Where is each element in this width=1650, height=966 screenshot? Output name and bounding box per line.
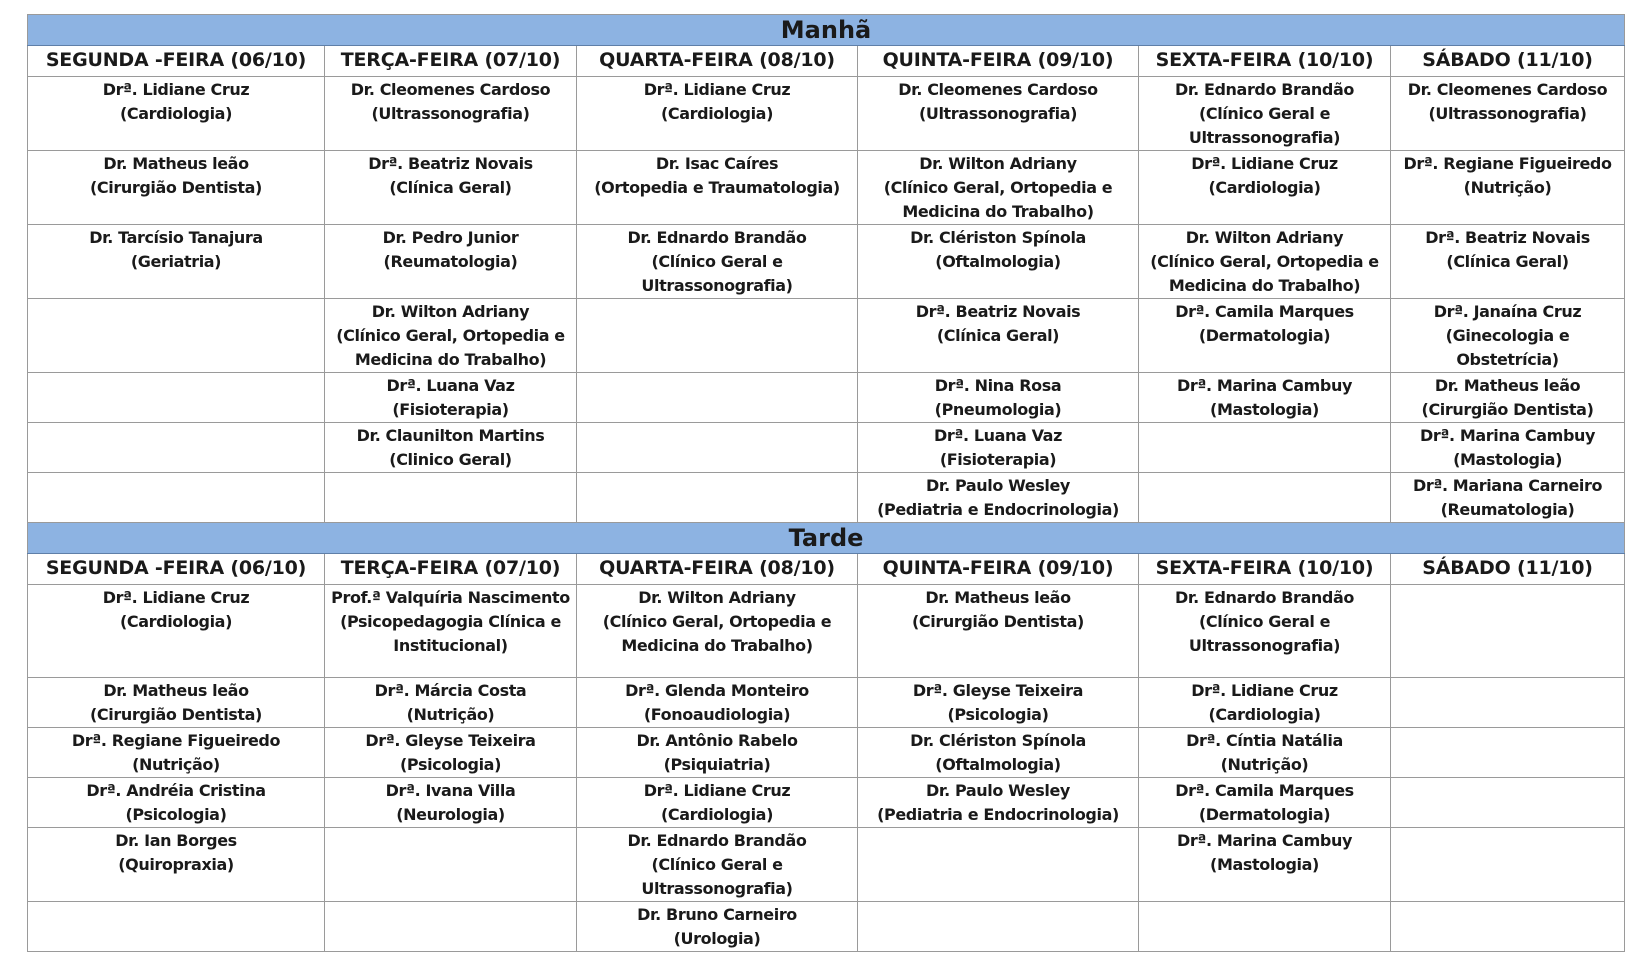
doctor-specialty: (Cirurgião Dentista) xyxy=(90,705,262,724)
afternoon-table-row xyxy=(28,728,1625,778)
doctor-specialty: (Nutrição) xyxy=(406,705,495,724)
doctor-specialty: (Cirurgião Dentista) xyxy=(1421,400,1594,419)
morning-table-row xyxy=(28,299,1625,373)
afternoon-table-row xyxy=(28,902,1625,952)
morning-schedule-cell xyxy=(1139,299,1391,373)
doctor-name: Drª. Janaína Cruz xyxy=(1433,302,1582,321)
afternoon-table-row xyxy=(28,585,1625,678)
morning-schedule-cell xyxy=(1391,299,1625,373)
morning-schedule-cell xyxy=(325,151,577,225)
doctor-name: Drª. Camila Marques xyxy=(1175,302,1354,321)
afternoon-day-header: TERÇA-FEIRA (07/10) xyxy=(325,554,577,585)
doctor-specialty: (Cardiologia) xyxy=(661,104,773,123)
morning-schedule-cell xyxy=(577,423,858,473)
doctor-specialty: (Clínica Geral) xyxy=(389,178,512,197)
morning-day-header: SEGUNDA -FEIRA (06/10) xyxy=(28,46,325,77)
morning-schedule-cell xyxy=(1139,423,1391,473)
doctor-specialty: (Dermatologia) xyxy=(1198,805,1331,824)
morning-schedule-cell xyxy=(1391,151,1625,225)
doctor-specialty: (Psicopedagogia Clínica e Institucional) xyxy=(340,612,561,655)
doctor-specialty: (Ultrassonografia) xyxy=(1428,104,1587,123)
morning-schedule-cell xyxy=(858,473,1139,523)
afternoon-schedule-cell xyxy=(1139,902,1391,952)
doctor-specialty: (Clínico Geral e Ultrassonografia) xyxy=(1188,104,1341,147)
doctor-specialty: (Psiquiatria) xyxy=(663,755,771,774)
afternoon-schedule-cell xyxy=(858,778,1139,828)
doctor-name: Dr. Paulo Wesley xyxy=(926,476,1070,495)
doctor-specialty: (Cardiologia) xyxy=(1208,705,1321,724)
morning-schedule-cell xyxy=(325,299,577,373)
morning-day-header: SEXTA-FEIRA (10/10) xyxy=(1139,46,1391,77)
afternoon-day-header-row xyxy=(28,554,1625,585)
doctor-name: Drª. Lidiane Cruz xyxy=(643,781,791,800)
doctor-specialty: (Pediatria e Endocrinologia) xyxy=(877,805,1119,824)
morning-schedule-cell xyxy=(1391,373,1625,423)
doctor-specialty: (Mastologia) xyxy=(1453,450,1562,469)
doctor-specialty: (Cirurgião Dentista) xyxy=(912,612,1084,631)
morning-schedule-cell xyxy=(858,423,1139,473)
morning-schedule-cell xyxy=(577,299,858,373)
morning-schedule-cell xyxy=(325,225,577,299)
afternoon-schedule-cell xyxy=(858,678,1139,728)
doctor-specialty: (Psicologia) xyxy=(947,705,1049,724)
doctor-specialty: (Geriatria) xyxy=(130,252,222,271)
doctor-name: Drª. Nina Rosa xyxy=(934,376,1062,395)
doctor-name: Prof.ª Valquíria Nascimento xyxy=(331,588,570,607)
afternoon-schedule-cell xyxy=(28,678,325,728)
doctor-name: Dr. Ian Borges xyxy=(115,831,237,850)
doctor-specialty: (Clínico Geral e Ultrassonografia) xyxy=(641,252,793,295)
afternoon-schedule-cell xyxy=(858,902,1139,952)
doctor-name: Dr. Clériston Spínola xyxy=(910,731,1086,750)
doctor-specialty: (Clínico Geral, Ortopedia e Medicina do Trabalho) xyxy=(336,326,565,369)
morning-schedule-cell xyxy=(28,225,325,299)
doctor-specialty: (Oftalmologia) xyxy=(935,252,1061,271)
doctor-name: Dr. Ednardo Brandão xyxy=(627,831,807,850)
doctor-name: Dr. Matheus leão xyxy=(103,681,249,700)
afternoon-schedule-cell xyxy=(28,902,325,952)
doctor-specialty: (Urologia) xyxy=(673,929,761,948)
doctor-name: Dr. Paulo Wesley xyxy=(926,781,1070,800)
doctor-specialty: (Clínico Geral, Ortopedia e Medicina do Trabalho) xyxy=(1150,252,1379,295)
doctor-specialty: (Mastologia) xyxy=(1210,400,1319,419)
doctor-name: Drª. Márcia Costa xyxy=(374,681,527,700)
doctor-name: Drª. Gleyse Teixeira xyxy=(365,731,536,750)
afternoon-schedule-cell xyxy=(28,585,325,678)
afternoon-schedule-cell xyxy=(1139,678,1391,728)
doctor-specialty: (Psicologia) xyxy=(125,805,227,824)
morning-day-header: QUARTA-FEIRA (08/10) xyxy=(577,46,858,77)
doctor-specialty: (Clínica Geral) xyxy=(936,326,1060,345)
doctor-name: Dr. Cleomenes Cardoso xyxy=(898,80,1098,99)
doctor-name: Drª. Mariana Carneiro xyxy=(1412,476,1603,495)
doctor-specialty: (Psicologia) xyxy=(400,755,501,774)
morning-schedule-cell xyxy=(577,77,858,151)
afternoon-schedule-cell xyxy=(1139,585,1391,678)
doctor-name: Dr. Clériston Spínola xyxy=(910,228,1086,247)
morning-schedule-cell xyxy=(28,151,325,225)
morning-schedule-cell xyxy=(28,423,325,473)
morning-table-row xyxy=(28,77,1625,151)
doctor-specialty: (Ultrassonografia) xyxy=(918,104,1078,123)
morning-schedule-cell xyxy=(325,473,577,523)
doctor-name: Dr. Pedro Junior xyxy=(382,228,519,247)
afternoon-schedule-cell xyxy=(1391,728,1625,778)
doctor-name: Dr. Matheus leão xyxy=(1434,376,1581,395)
afternoon-schedule-cell xyxy=(1139,778,1391,828)
afternoon-day-header: QUINTA-FEIRA (09/10) xyxy=(858,554,1139,585)
doctor-specialty: (Clínica Geral) xyxy=(1446,252,1569,271)
doctor-specialty: (Fisioterapia) xyxy=(939,450,1057,469)
afternoon-day-header: SÁBADO (11/10) xyxy=(1391,554,1625,585)
doctor-name: Drª. Regiane Figueiredo xyxy=(1403,154,1612,173)
doctor-specialty: (Pediatria e Endocrinologia) xyxy=(877,500,1119,519)
afternoon-schedule-cell xyxy=(28,778,325,828)
afternoon-schedule-cell xyxy=(858,728,1139,778)
morning-schedule-cell xyxy=(28,473,325,523)
doctor-specialty: (Clínico Geral e Ultrassonografia) xyxy=(1188,612,1341,655)
afternoon-table-row xyxy=(28,678,1625,728)
doctor-specialty: (Nutrição) xyxy=(132,755,220,774)
doctor-name: Drª. Lidiane Cruz xyxy=(643,80,791,99)
doctor-specialty: (Pneumologia) xyxy=(934,400,1062,419)
doctor-name: Drª. Andréia Cristina xyxy=(86,781,266,800)
doctor-specialty: (Clínico Geral, Ortopedia e Medicina do Trabalho) xyxy=(883,178,1113,221)
morning-schedule-cell xyxy=(577,151,858,225)
morning-schedule-cell xyxy=(577,225,858,299)
doctor-name: Dr. Matheus leão xyxy=(925,588,1071,607)
morning-section-row xyxy=(28,15,1625,46)
doctor-name: Dr. Cleomenes Cardoso xyxy=(1407,80,1608,99)
morning-schedule-cell xyxy=(1391,77,1625,151)
doctor-name: Dr. Tarcísio Tanajura xyxy=(89,228,263,247)
doctor-name: Drª. Regiane Figueiredo xyxy=(71,731,281,750)
afternoon-schedule-cell xyxy=(858,828,1139,902)
doctor-specialty: (Mastologia) xyxy=(1210,855,1319,874)
morning-schedule-cell xyxy=(1391,423,1625,473)
morning-schedule-cell xyxy=(577,373,858,423)
doctor-name: Dr. Wilton Adriany xyxy=(638,588,796,607)
morning-schedule-cell xyxy=(1139,151,1391,225)
morning-schedule-cell xyxy=(858,77,1139,151)
morning-table-row xyxy=(28,473,1625,523)
morning-day-header-row xyxy=(28,46,1625,77)
doctor-specialty: (Nutrição) xyxy=(1463,178,1552,197)
morning-table-row xyxy=(28,225,1625,299)
afternoon-schedule-cell xyxy=(577,778,858,828)
doctor-name: Drª. Lidiane Cruz xyxy=(102,588,250,607)
doctor-name: Drª. Gleyse Teixeira xyxy=(912,681,1084,700)
afternoon-section-row xyxy=(28,523,1625,554)
afternoon-table-row xyxy=(28,778,1625,828)
afternoon-schedule-cell xyxy=(1391,585,1625,678)
morning-schedule-cell xyxy=(858,299,1139,373)
doctor-specialty: (Nutrição) xyxy=(1220,755,1309,774)
morning-schedule-cell xyxy=(325,77,577,151)
morning-schedule-cell xyxy=(28,77,325,151)
afternoon-schedule-cell xyxy=(28,828,325,902)
doctor-specialty: (Clinico Geral) xyxy=(389,450,512,469)
doctor-name: Drª. Lidiane Cruz xyxy=(1191,154,1338,173)
doctor-specialty: (Reumatologia) xyxy=(383,252,518,271)
afternoon-schedule-cell xyxy=(858,585,1139,678)
afternoon-schedule-cell xyxy=(325,778,577,828)
morning-schedule-cell xyxy=(858,373,1139,423)
afternoon-schedule-cell xyxy=(1391,678,1625,728)
doctor-name: Dr. Antônio Rabelo xyxy=(636,731,798,750)
morning-day-header: SÁBADO (11/10) xyxy=(1391,46,1625,77)
afternoon-schedule-cell xyxy=(28,728,325,778)
morning-schedule-cell xyxy=(577,473,858,523)
doctor-specialty: (Neurologia) xyxy=(396,805,505,824)
doctor-specialty: (Dermatologia) xyxy=(1198,326,1331,345)
doctor-specialty: (Fonoaudiologia) xyxy=(643,705,791,724)
afternoon-schedule-cell xyxy=(577,828,858,902)
doctor-name: Drª. Marina Cambuy xyxy=(1420,426,1596,445)
doctor-name: Drª. Lidiane Cruz xyxy=(102,80,250,99)
doctor-name: Dr. Wilton Adriany xyxy=(371,302,530,321)
morning-schedule-cell xyxy=(28,299,325,373)
morning-day-header: QUINTA-FEIRA (09/10) xyxy=(858,46,1139,77)
doctor-name: Drª. Luana Vaz xyxy=(386,376,515,395)
doctor-specialty: (Ultrassonografia) xyxy=(371,104,530,123)
doctor-specialty: (Fisioterapia) xyxy=(392,400,509,419)
afternoon-schedule-cell xyxy=(1391,778,1625,828)
doctor-name: Drª. Lidiane Cruz xyxy=(1191,681,1338,700)
doctor-name: Drª. Camila Marques xyxy=(1175,781,1354,800)
doctor-specialty: (Cardiologia) xyxy=(1208,178,1321,197)
morning-schedule-cell xyxy=(325,373,577,423)
afternoon-schedule-cell xyxy=(577,902,858,952)
doctor-specialty: (Cirurgião Dentista) xyxy=(90,178,262,197)
afternoon-schedule-cell xyxy=(325,585,577,678)
morning-table-row xyxy=(28,151,1625,225)
morning-schedule-cell xyxy=(1391,473,1625,523)
doctor-name: Drª. Glenda Monteiro xyxy=(625,681,809,700)
morning-schedule-cell xyxy=(858,151,1139,225)
doctor-specialty: (Ginecologia e Obstetrícia) xyxy=(1445,326,1570,369)
schedule-body xyxy=(28,15,1625,952)
afternoon-schedule-cell xyxy=(325,678,577,728)
doctor-name: Dr. Bruno Carneiro xyxy=(637,905,797,924)
afternoon-schedule-cell xyxy=(325,728,577,778)
afternoon-schedule-cell xyxy=(1139,828,1391,902)
morning-table-row xyxy=(28,423,1625,473)
schedule-table xyxy=(27,14,1625,952)
doctor-name: Dr. Wilton Adriany xyxy=(919,154,1077,173)
doctor-specialty: (Cardiologia) xyxy=(120,104,232,123)
morning-schedule-cell xyxy=(1139,473,1391,523)
morning-section-title: Manhã xyxy=(28,15,1625,46)
doctor-name: Drª. Marina Cambuy xyxy=(1177,376,1352,395)
afternoon-day-header: SEXTA-FEIRA (10/10) xyxy=(1139,554,1391,585)
doctor-specialty: (Clínico Geral e Ultrassonografia) xyxy=(641,855,793,898)
doctor-name: Dr. Isac Caíres xyxy=(655,154,779,173)
afternoon-table-row xyxy=(28,828,1625,902)
morning-table-row xyxy=(28,373,1625,423)
doctor-specialty: (Quiropraxia) xyxy=(118,855,234,874)
morning-schedule-cell xyxy=(858,225,1139,299)
doctor-name: Dr. Ednardo Brandão xyxy=(1175,80,1354,99)
doctor-specialty: (Oftalmologia) xyxy=(935,755,1061,774)
morning-schedule-cell xyxy=(1139,225,1391,299)
afternoon-schedule-cell xyxy=(325,902,577,952)
doctor-name: Drª. Marina Cambuy xyxy=(1177,831,1352,850)
doctor-name: Drª. Cíntia Natália xyxy=(1186,731,1343,750)
doctor-name: Drª. Beatriz Novais xyxy=(368,154,533,173)
morning-schedule-cell xyxy=(28,373,325,423)
doctor-name: Drª. Ivana Villa xyxy=(385,781,516,800)
afternoon-schedule-cell xyxy=(577,728,858,778)
afternoon-schedule-cell xyxy=(1391,828,1625,902)
doctor-specialty: (Cardiologia) xyxy=(120,612,232,631)
doctor-name: Dr. Ednardo Brandão xyxy=(1175,588,1354,607)
doctor-name: Drª. Beatriz Novais xyxy=(915,302,1081,321)
doctor-name: Drª. Luana Vaz xyxy=(933,426,1062,445)
doctor-name: Dr. Matheus leão xyxy=(103,154,249,173)
doctor-name: Dr. Claunilton Martins xyxy=(356,426,545,445)
afternoon-schedule-cell xyxy=(1139,728,1391,778)
morning-schedule-cell xyxy=(1139,373,1391,423)
doctor-name: Dr. Ednardo Brandão xyxy=(627,228,807,247)
afternoon-schedule-cell xyxy=(1391,902,1625,952)
morning-schedule-cell xyxy=(325,423,577,473)
afternoon-day-header: SEGUNDA -FEIRA (06/10) xyxy=(28,554,325,585)
morning-day-header: TERÇA-FEIRA (07/10) xyxy=(325,46,577,77)
doctor-specialty: (Ortopedia e Traumatologia) xyxy=(594,178,840,197)
morning-schedule-cell xyxy=(1139,77,1391,151)
afternoon-schedule-cell xyxy=(577,678,858,728)
afternoon-day-header: QUARTA-FEIRA (08/10) xyxy=(577,554,858,585)
afternoon-schedule-cell xyxy=(325,828,577,902)
doctor-specialty: (Cardiologia) xyxy=(661,805,773,824)
doctor-name: Dr. Wilton Adriany xyxy=(1185,228,1344,247)
afternoon-schedule-cell xyxy=(577,585,858,678)
afternoon-section-title: Tarde xyxy=(28,523,1625,554)
morning-schedule-cell xyxy=(1391,225,1625,299)
doctor-specialty: (Reumatologia) xyxy=(1440,500,1575,519)
doctor-name: Drª. Beatriz Novais xyxy=(1425,228,1590,247)
doctor-specialty: (Clínico Geral, Ortopedia e Medicina do Trabalho) xyxy=(602,612,832,655)
doctor-name: Dr. Cleomenes Cardoso xyxy=(350,80,551,99)
